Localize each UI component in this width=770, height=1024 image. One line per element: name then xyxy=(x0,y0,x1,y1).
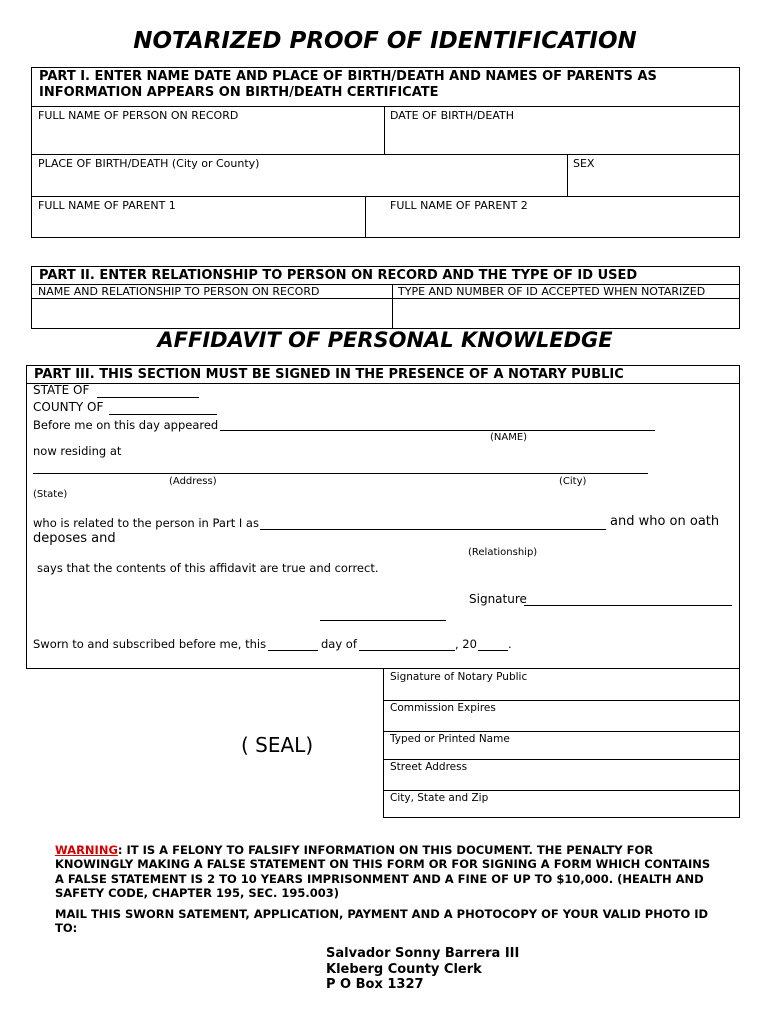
says-text: says that the contents of this affidavit are true and correct. xyxy=(37,561,379,575)
city-caption: (City) xyxy=(559,476,587,487)
part2-section xyxy=(31,266,740,329)
document-title: NOTARIZED PROOF OF IDENTIFICATION xyxy=(133,28,637,54)
relationship-field[interactable] xyxy=(260,529,606,530)
appeared-name-field[interactable] xyxy=(220,430,655,431)
divider xyxy=(384,790,739,791)
signature-line[interactable] xyxy=(320,620,446,621)
sworn-year-field[interactable] xyxy=(478,650,508,651)
part3-heading: PART III. THIS SECTION MUST BE SIGNED IN THE PRESENCE OF A NOTARY PUBLIC xyxy=(34,367,624,382)
state-of-field[interactable] xyxy=(97,397,199,398)
part2-heading: PART II. ENTER RELATIONSHIP TO PERSON ON RECORD AND THE TYPE OF ID USED xyxy=(39,268,638,283)
notary-signature-field[interactable] xyxy=(385,685,738,699)
sworn-month-field[interactable] xyxy=(359,650,455,651)
commission-field[interactable] xyxy=(385,716,738,730)
divider xyxy=(365,196,366,238)
now-residing-text: now residing at xyxy=(33,444,122,458)
city-state-zip-field[interactable] xyxy=(385,806,738,817)
parent2-field-label: FULL NAME OF PARENT 2 xyxy=(390,199,528,212)
full-name-field[interactable] xyxy=(33,123,381,153)
divider xyxy=(27,383,739,384)
signature-label: Signature xyxy=(469,592,527,606)
full-name-field-label: FULL NAME OF PERSON ON RECORD xyxy=(38,109,239,122)
warning-label: WARNING xyxy=(55,843,118,857)
state-caption: (State) xyxy=(33,489,68,500)
related-text: who is related to the person in Part I as xyxy=(33,516,259,530)
id-type-field-label: TYPE AND NUMBER OF ID ACCEPTED WHEN NOTARIZED xyxy=(398,285,706,298)
notary-block xyxy=(383,668,740,818)
residence-address-field[interactable] xyxy=(33,473,648,474)
divider xyxy=(392,284,393,328)
divider xyxy=(32,196,739,197)
part1-section xyxy=(31,67,740,238)
name-caption: (NAME) xyxy=(490,432,528,443)
signature-field[interactable] xyxy=(524,605,732,606)
parent2-field[interactable] xyxy=(368,213,737,237)
city-state-zip-label: City, State and Zip xyxy=(390,792,489,804)
commission-label: Commission Expires xyxy=(390,702,496,714)
mail-instructions: MAIL THIS SWORN SATEMENT, APPLICATION, PAYMENT AND A PHOTOCOPY OF YOUR VALID PHOTO ID TO: xyxy=(55,907,709,936)
sworn-day-field[interactable] xyxy=(268,650,318,651)
year-suffix-text: . xyxy=(508,637,512,651)
address-line-2: Kleberg County Clerk xyxy=(326,962,482,977)
id-type-field[interactable] xyxy=(395,299,737,328)
part1-heading-line1: PART I. ENTER NAME DATE AND PLACE OF BIRTH/DEATH AND NAMES OF PARENTS AS xyxy=(39,69,657,84)
year-prefix-text: , 20 xyxy=(455,637,477,651)
divider xyxy=(32,154,739,155)
divider xyxy=(384,106,385,154)
address-line-3: P O Box 1327 xyxy=(326,977,424,992)
day-of-text: day of xyxy=(321,637,357,651)
sworn-text: Sworn to and subscribed before me, this xyxy=(33,637,267,651)
relationship-caption: (Relationship) xyxy=(468,547,538,558)
divider xyxy=(384,731,739,732)
date-field[interactable] xyxy=(387,123,737,153)
notary-signature-label: Signature of Notary Public xyxy=(390,671,528,683)
state-of-label: STATE OF xyxy=(33,383,90,397)
address-line-1: Salvador Sonny Barrera III xyxy=(326,946,520,961)
county-of-field[interactable] xyxy=(109,414,217,415)
part1-heading-line2: INFORMATION APPEARS ON BIRTH/DEATH CERTIFICATE xyxy=(39,85,439,100)
relationship-field-label: NAME AND RELATIONSHIP TO PERSON ON RECORD xyxy=(38,285,320,298)
sex-field[interactable] xyxy=(570,171,737,195)
typed-name-label: Typed or Printed Name xyxy=(390,733,510,745)
deposes-text: deposes and xyxy=(33,531,116,546)
divider xyxy=(384,700,739,701)
typed-name-field[interactable] xyxy=(385,747,738,759)
address-caption: (Address) xyxy=(169,476,217,487)
warning-text: : IT IS A FELONY TO FALSIFY INFORMATION ON THIS DOCUMENT. THE PENALTY FOR KNOWINGLY MAKING A FALSE STATEMENT ON THIS FORM OR FOR SIGNING A FORM WHICH CONTAINS A FALSE STATEMENT IS 2 TO 10 YEARS IMPRISONMENT AND A FINE OF UP TO $10,000. (HEALTH AND SAFETY CODE, CHAPTER 195, SEC. 195.003) xyxy=(55,843,711,900)
street-label: Street Address xyxy=(390,761,468,773)
street-field[interactable] xyxy=(385,775,738,789)
place-field[interactable] xyxy=(33,171,563,195)
divider xyxy=(384,759,739,760)
oath-text: and who on oath xyxy=(610,514,720,529)
date-field-label: DATE OF BIRTH/DEATH xyxy=(390,109,515,122)
sex-field-label: SEX xyxy=(573,157,595,170)
parent1-field-label: FULL NAME OF PARENT 1 xyxy=(38,199,176,212)
place-field-label: PLACE OF BIRTH/DEATH (City or County) xyxy=(38,157,260,170)
relationship-field[interactable] xyxy=(33,299,390,328)
affidavit-title: AFFIDAVIT OF PERSONAL KNOWLEDGE xyxy=(157,328,613,352)
before-me-text: Before me on this day appeared xyxy=(33,418,219,432)
divider xyxy=(567,154,568,196)
warning-paragraph xyxy=(55,843,715,900)
divider xyxy=(32,106,739,107)
seal-placeholder: ( SEAL) xyxy=(241,733,314,757)
county-of-label: COUNTY OF xyxy=(33,400,104,414)
parent1-field[interactable] xyxy=(33,213,362,237)
